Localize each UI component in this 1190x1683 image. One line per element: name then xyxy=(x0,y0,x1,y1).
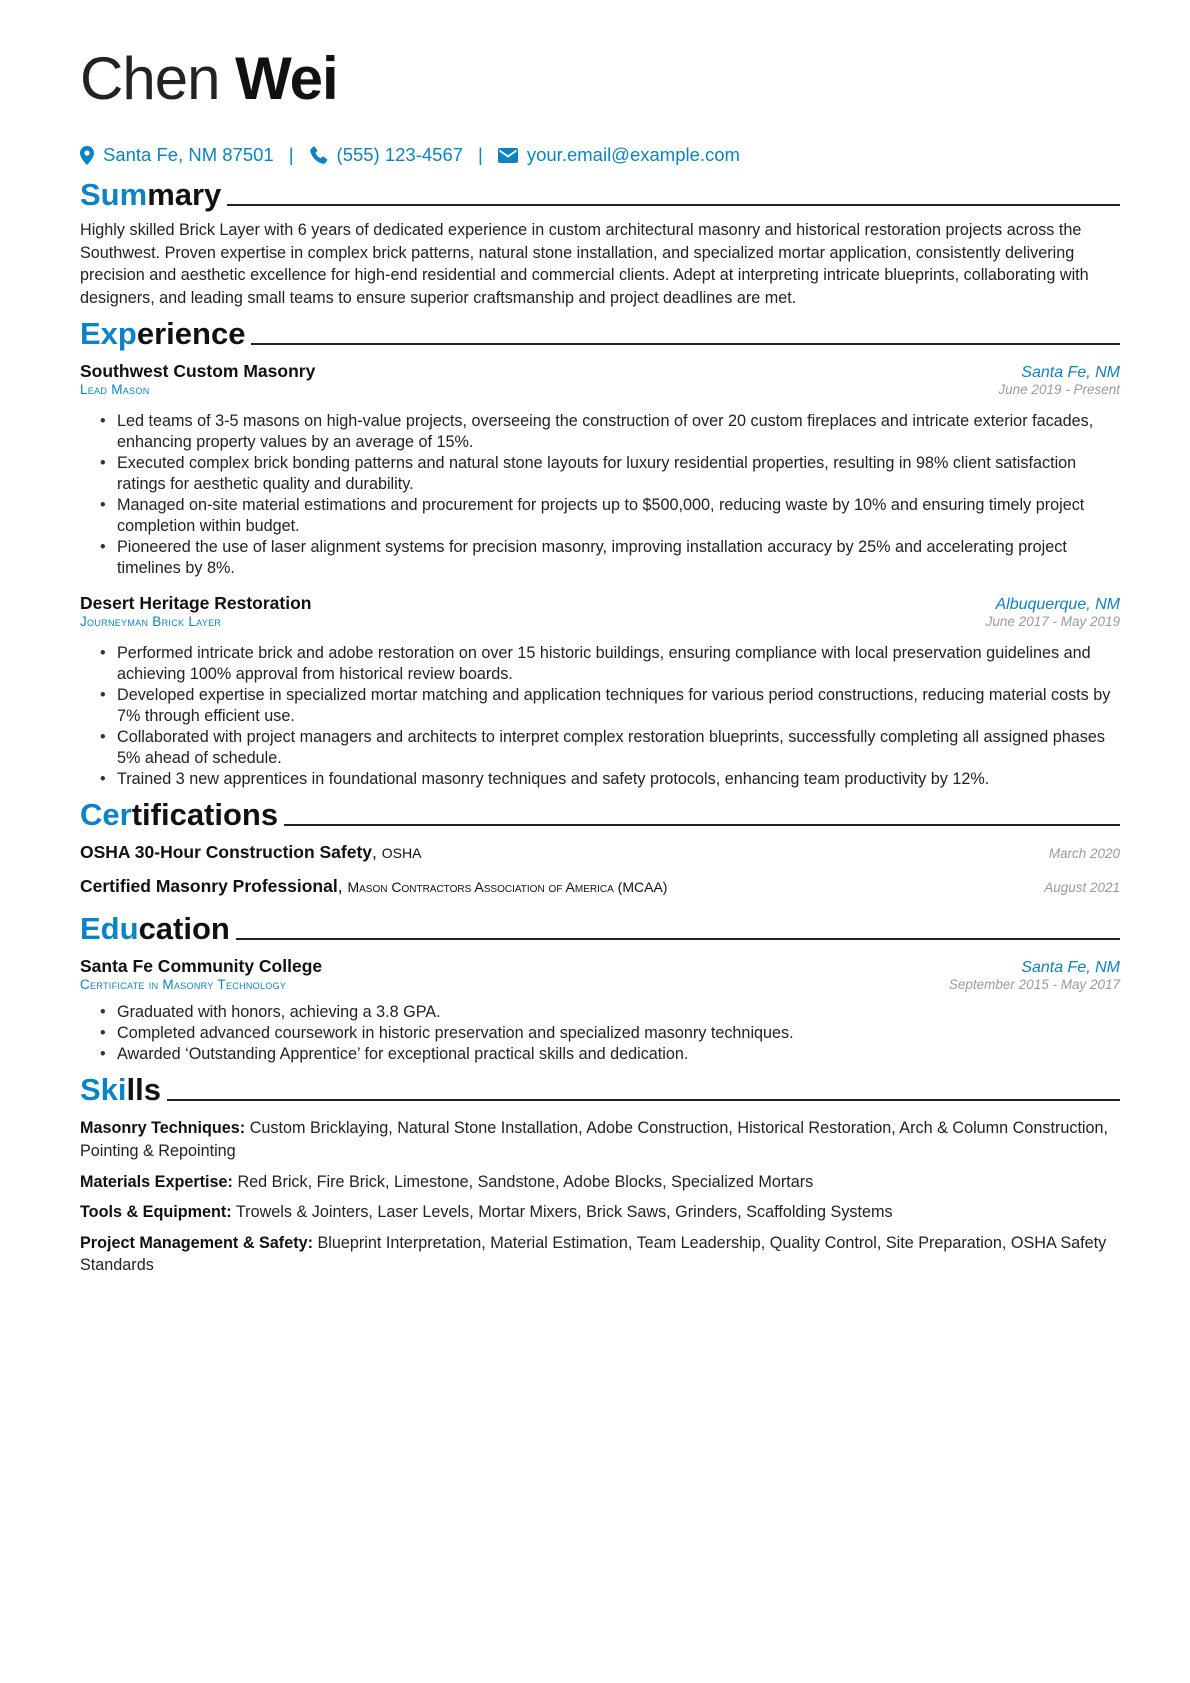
list-item: • Collaborated with project managers and architects to interpret complex restoration blueprints, successfully completing all assigned phases 5% ahead of schedule. xyxy=(100,727,1120,769)
map-marker-icon xyxy=(80,146,94,165)
skills-heading xyxy=(80,1069,1120,1109)
education-heading xyxy=(80,908,1120,948)
certification-name: Certified Masonry Professional xyxy=(80,876,338,897)
skill-line xyxy=(80,1171,1120,1194)
section-rule xyxy=(227,204,1120,206)
list-item: • Managed on-site material estimations and procurement for projects up to $500,000, reducing waste by 10% and ensuring timely project completion within budget. xyxy=(100,495,1120,537)
certification-issuer: Mason Contractors Association of America (MCAA) xyxy=(347,879,668,896)
section-title: Experience xyxy=(80,316,246,352)
section-rule xyxy=(284,824,1120,826)
company-name: Southwest Custom Masonry xyxy=(80,361,316,382)
school-name: Santa Fe Community College xyxy=(80,956,323,977)
education-bullets xyxy=(80,1002,1120,1065)
resume-content xyxy=(80,38,1120,1277)
phone-text: (555) 123-4567 xyxy=(336,144,464,165)
certification-date: March 2020 xyxy=(1048,846,1120,862)
list-item: • Executed complex brick bonding patterns and natural stone layouts for luxury residential properties, resulting in 98% client satisfaction ratings for aesthetic quality and durability. xyxy=(100,453,1120,495)
section-title: Skills xyxy=(80,1072,161,1108)
program-name: Certificate in Masonry Technology xyxy=(80,977,287,993)
skill-label: Tools & Equipment: xyxy=(80,1203,232,1222)
contact-email[interactable] xyxy=(498,144,740,166)
education-entry xyxy=(80,956,1120,1065)
certification-name: OSHA 30-Hour Construction Safety xyxy=(80,842,373,863)
section-rule xyxy=(236,938,1120,940)
contact-location xyxy=(80,144,274,166)
section-title: Summary xyxy=(80,177,222,212)
company-name: Desert Heritage Restoration xyxy=(80,593,312,614)
experience-entry xyxy=(80,593,1120,790)
job-dates: June 2019 - Present xyxy=(998,382,1120,398)
location-text: Santa Fe, NM 87501 xyxy=(103,144,274,165)
job-bullets xyxy=(80,643,1120,790)
contact-phone[interactable] xyxy=(309,144,464,166)
envelope-icon xyxy=(498,148,518,163)
skill-line xyxy=(80,1232,1120,1277)
job-dates: June 2017 - May 2019 xyxy=(985,614,1120,630)
skill-line xyxy=(80,1201,1120,1224)
certification-item: Certified Masonry Professional, Mason Contractors Association of America (MCAA) August 2021 xyxy=(80,876,1120,897)
list-item: • Pioneered the use of laser alignment systems for precision masonry, improving installation accuracy by 25% and accelerating project timelines by 8%. xyxy=(100,537,1120,579)
section-title: Education xyxy=(80,911,230,947)
education-dates: September 2015 - May 2017 xyxy=(948,977,1120,993)
section-title: Certifications xyxy=(80,797,279,833)
summary-heading xyxy=(80,174,1120,214)
email-text: your.email@example.com xyxy=(526,144,740,165)
contact-separator: | xyxy=(478,144,483,165)
list-item: • Trained 3 new apprentices in foundational masonry techniques and safety protocols, enhancing team productivity by 12%. xyxy=(100,769,1120,790)
school-location: Santa Fe, NM xyxy=(1021,959,1120,977)
list-item: • Performed intricate brick and adobe restoration on over 15 historic buildings, ensuring compliance with local preservation guidelines and achieving 100% approval from historical review boards. xyxy=(100,643,1120,685)
contact-separator: | xyxy=(288,144,294,165)
certification-issuer: OSHA xyxy=(381,845,422,862)
skill-values: Blueprint Interpretation, Material Estimation, Team Leadership, Quality Control, Site Preparation, OSHA Safety Standards xyxy=(80,1233,1107,1275)
skill-values: Custom Bricklaying, Natural Stone Installation, Adobe Construction, Historical Restoration, Arch & Column Construction, Pointing & Repointing xyxy=(80,1119,1109,1160)
list-item: • Completed advanced coursework in historic preservation and specialized masonry techniques. xyxy=(100,1023,1120,1044)
list-item: • Graduated with honors, achieving a 3.8 GPA. xyxy=(100,1002,1120,1023)
job-title: Journeyman Brick Layer xyxy=(80,614,222,630)
certification-date: August 2021 xyxy=(1044,880,1120,896)
experience-entry xyxy=(80,361,1120,579)
job-location: Santa Fe, NM xyxy=(1021,364,1120,382)
section-rule xyxy=(167,1099,1120,1101)
job-location: Albuquerque, NM xyxy=(995,596,1120,614)
list-item: • Developed expertise in specialized mortar matching and application techniques for various period constructions, reducing material costs by 7% through efficient use. xyxy=(100,685,1120,727)
skill-label: Project Management & Safety: xyxy=(80,1233,313,1252)
skill-label: Masonry Techniques: xyxy=(80,1119,246,1138)
section-rule xyxy=(251,343,1120,345)
skill-values: Trowels & Jointers, Laser Levels, Mortar Mixers, Brick Saws, Grinders, Scaffolding Systems xyxy=(235,1203,893,1222)
last-name: Wei xyxy=(235,45,338,112)
summary-text: Highly skilled Brick Layer with 6 years of dedicated experience in custom architectural masonry and historical restoration projects across the Southwest. Proven expertise in complex brick patterns, natural stone installation, and specialized mortar application, consistently delivering precision and aesthetic excellence for high-end residential and commercial clients. Adept at interpreting intricate blueprints, collaborating with designers, and leading small teams to ensure superior craftsmanship and project deadlines are met. xyxy=(80,221,1089,307)
certifications-heading xyxy=(80,794,1120,834)
first-name: Chen xyxy=(80,45,220,112)
job-bullets xyxy=(80,411,1120,579)
list-item: • Led teams of 3-5 masons on high-value projects, overseeing the construction of over 20 custom fireplaces and intricate exterior facades, enhancing property values by an average of 15%. xyxy=(100,411,1120,453)
contact-bar xyxy=(80,140,1120,170)
certification-item: OSHA 30-Hour Construction Safety, OSHA March 2020 xyxy=(80,842,1120,863)
skill-label: Materials Expertise: xyxy=(80,1172,233,1191)
skill-values: Red Brick, Fire Brick, Limestone, Sandstone, Adobe Blocks, Specialized Mortars xyxy=(237,1172,814,1191)
job-title: Lead Mason xyxy=(80,382,150,398)
phone-icon xyxy=(309,146,328,165)
candidate-name xyxy=(80,38,1120,120)
list-item: • Awarded ‘Outstanding Apprentice’ for exceptional practical skills and dedication. xyxy=(100,1044,1120,1065)
experience-heading xyxy=(80,313,1120,353)
skill-line xyxy=(80,1117,1120,1162)
